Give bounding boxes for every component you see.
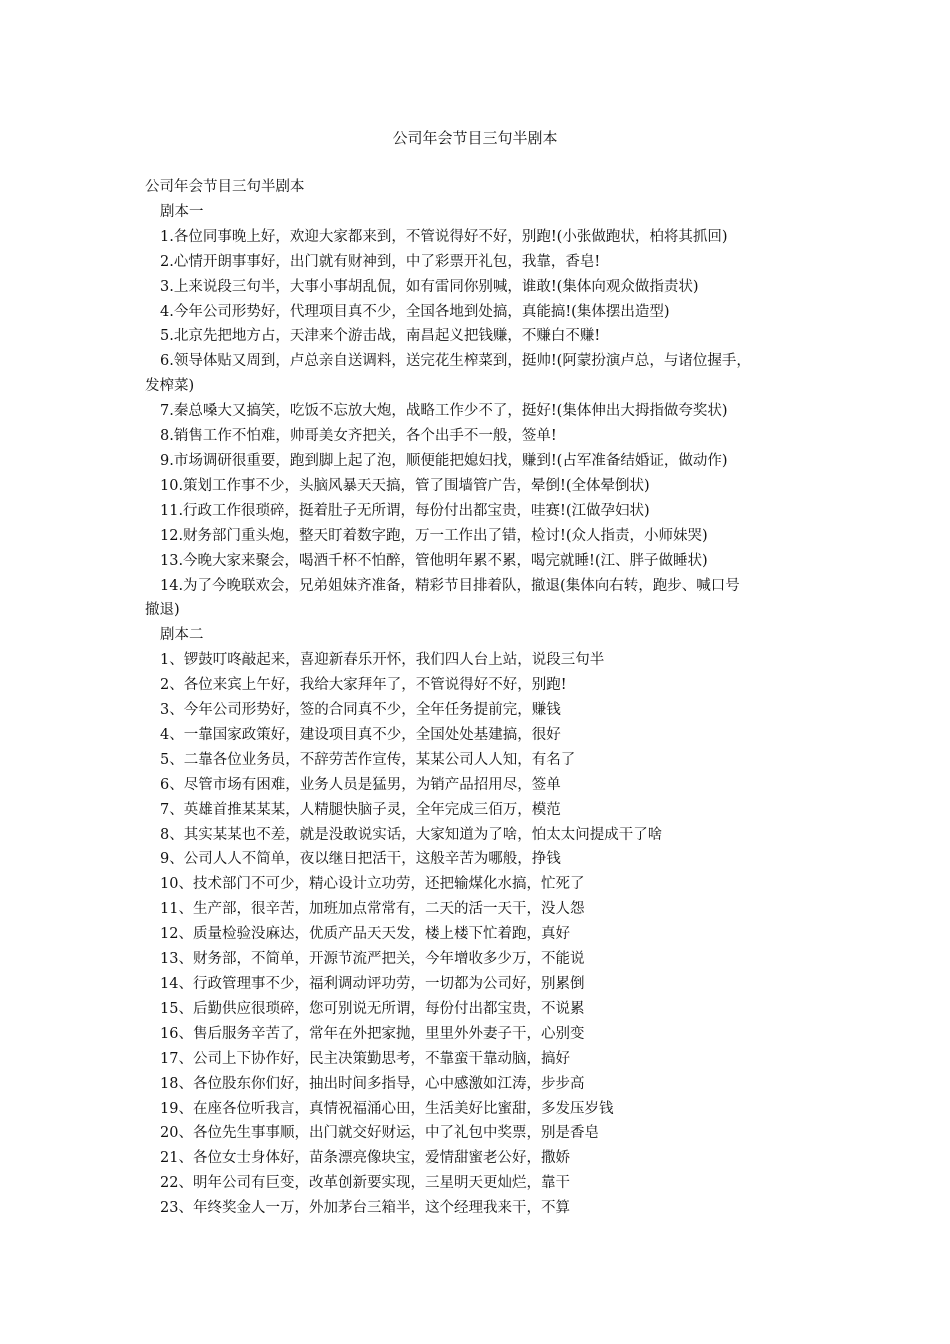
script2-line: 15、后勤供应很琐碎，您可别说无所谓，每份付出都宝贵，不说累 <box>160 1000 585 1017</box>
script2-line: 16、售后服务辛苦了，常年在外把家抛，里里外外妻子干，心别变 <box>160 1025 585 1042</box>
document-heading: 公司年会节目三句半剧本 <box>145 179 305 195</box>
script1-line: 13.今晚大家来聚会，喝酒千杯不怕醉，管他明年累不累，喝完就睡!(江、胖子做睡状) <box>160 552 708 569</box>
script2-line: 5、二靠各位业务员，不辞劳苦作宣传，某某公司人人知，有名了 <box>160 751 576 768</box>
script2-line: 6、尽管市场有困难，业务人员是猛男，为销产品招用尽，签单 <box>160 776 561 793</box>
script2-line: 22、明年公司有巨变，改革创新要实现，三星明天更灿烂，靠干 <box>160 1175 570 1192</box>
script1-line-continuation: 发榨菜) <box>145 378 195 395</box>
script2-line: 23、年终奖金人一万，外加茅台三箱半，这个经理我来干，不算 <box>160 1200 570 1217</box>
script2-line: 2、各位来宾上午好，我给大家拜年了，不管说得好不好，别跑! <box>160 677 567 694</box>
script1-line: 14.为了今晚联欢会，兄弟姐妹齐准备，精彩节目排着队，撤退(集体向右转，跑步、喊口号 <box>160 577 740 594</box>
script1-line: 8.销售工作不怕难，帅哥美女齐把关，各个出手不一般，签单! <box>160 428 557 445</box>
script2-line: 4、一靠国家政策好，建设项目真不少，全国处处基建搞，很好 <box>160 726 561 743</box>
script2-line: 7、英雄首推某某某，人精腿快脑子灵，全年完成三佰万，模范 <box>160 801 561 818</box>
script2-line: 10、技术部门不可少，精心设计立功劳，还把输煤化水搞，忙死了 <box>160 876 585 893</box>
script2-label: 剧本二 <box>160 627 204 644</box>
document-title: 公司年会节目三句半剧本 <box>392 129 558 147</box>
script2-line: 11、生产部，很辛苦，加班加点常常有，二天的活一天干，没人怨 <box>160 901 585 918</box>
script2-line: 12、质量检验没麻达，优质产品天天发，楼上楼下忙着跑，真好 <box>160 926 570 943</box>
script2-line: 21、各位女士身体好，苗条漂亮像块宝，爱情甜蜜老公好，撒娇 <box>160 1150 570 1167</box>
script1-line: 2.心情开朗事事好，出门就有财神到，中了彩票开礼包，我靠，香皂! <box>160 253 601 270</box>
script1-line: 3.上来说段三句半，大事小事胡乱侃，如有雷同你别喊，谁敢!(集体向观众做指责状) <box>160 278 699 295</box>
script1-line: 10.策划工作事不少，头脑风暴天天搞，管了围墙管广告，晕倒!(全体晕倒状) <box>160 477 650 494</box>
script2-line: 20、各位先生事事顺，出门就交好财运，中了礼包中奖票，别是香皂 <box>160 1125 599 1142</box>
script2-line: 1、锣鼓叮咚敲起来，喜迎新春乐开怀，我们四人台上站，说段三句半 <box>160 652 605 669</box>
script2-line: 19、在座各位听我言，真情祝福涌心田，生活美好比蜜甜，多发压岁钱 <box>160 1100 614 1117</box>
script1-line: 11.行政工作很琐碎，挺着肚子无所谓，每份付出都宝贵，哇赛!(江做孕妇状) <box>160 502 650 519</box>
script1-line: 6.领导体贴又周到，卢总亲自送调料，送完花生榨菜到，挺帅!(阿蒙扮演卢总，与诸位握手， <box>160 353 751 370</box>
script1-line: 5.北京先把地方占，天津来个游击战，南昌起义把钱赚，不赚白不赚! <box>160 328 601 345</box>
script1-line: 12.财务部门重头炮，整天盯着数字跑，万一工作出了错，检讨!(众人指责，小师妹哭) <box>160 527 708 544</box>
script2-line: 18、各位股东你们好，抽出时间多指导，心中感激如江涛，步步高 <box>160 1075 585 1092</box>
script1-line: 9.市场调研很重要，跑到脚上起了泡，顺便能把媳妇找，赚到!(占军准备结婚证，做动作) <box>160 452 728 469</box>
script2-line: 9、公司人人不简单，夜以继日把活干，这般辛苦为哪般，挣钱 <box>160 851 561 868</box>
script2-line: 13、财务部，不简单，开源节流严把关，今年增收多少万，不能说 <box>160 951 585 968</box>
document-body <box>145 175 810 1221</box>
script1-line: 7.秦总嗓大又搞笑，吃饭不忘放大炮，战略工作少不了，挺好!(集体伸出大拇指做夸奖状) <box>160 403 728 420</box>
script1-line-continuation: 撤退) <box>145 602 180 619</box>
script1-line: 4.今年公司形势好，代理项目真不少，全国各地到处搞，真能搞!(集体摆出造型) <box>160 303 670 320</box>
script2-line: 8、其实某某也不差，就是没敢说实话，大家知道为了啥，怕太太问提成干了啥 <box>160 826 663 843</box>
script2-line: 3、今年公司形势好，签的合同真不少，全年任务提前完，赚钱 <box>160 702 561 719</box>
script1-line: 1.各位同事晚上好，欢迎大家都来到，不管说得好不好，别跑!(小张做跑状，柏将其抓回) <box>160 228 728 245</box>
script1-label: 剧本一 <box>160 203 204 220</box>
script2-line: 14、行政管理事不少，福利调动评功劳，一切都为公司好，别累倒 <box>160 976 585 992</box>
script2-line: 17、公司上下协作好，民主决策勤思考，不靠蛮干靠动脑，搞好 <box>160 1050 570 1067</box>
